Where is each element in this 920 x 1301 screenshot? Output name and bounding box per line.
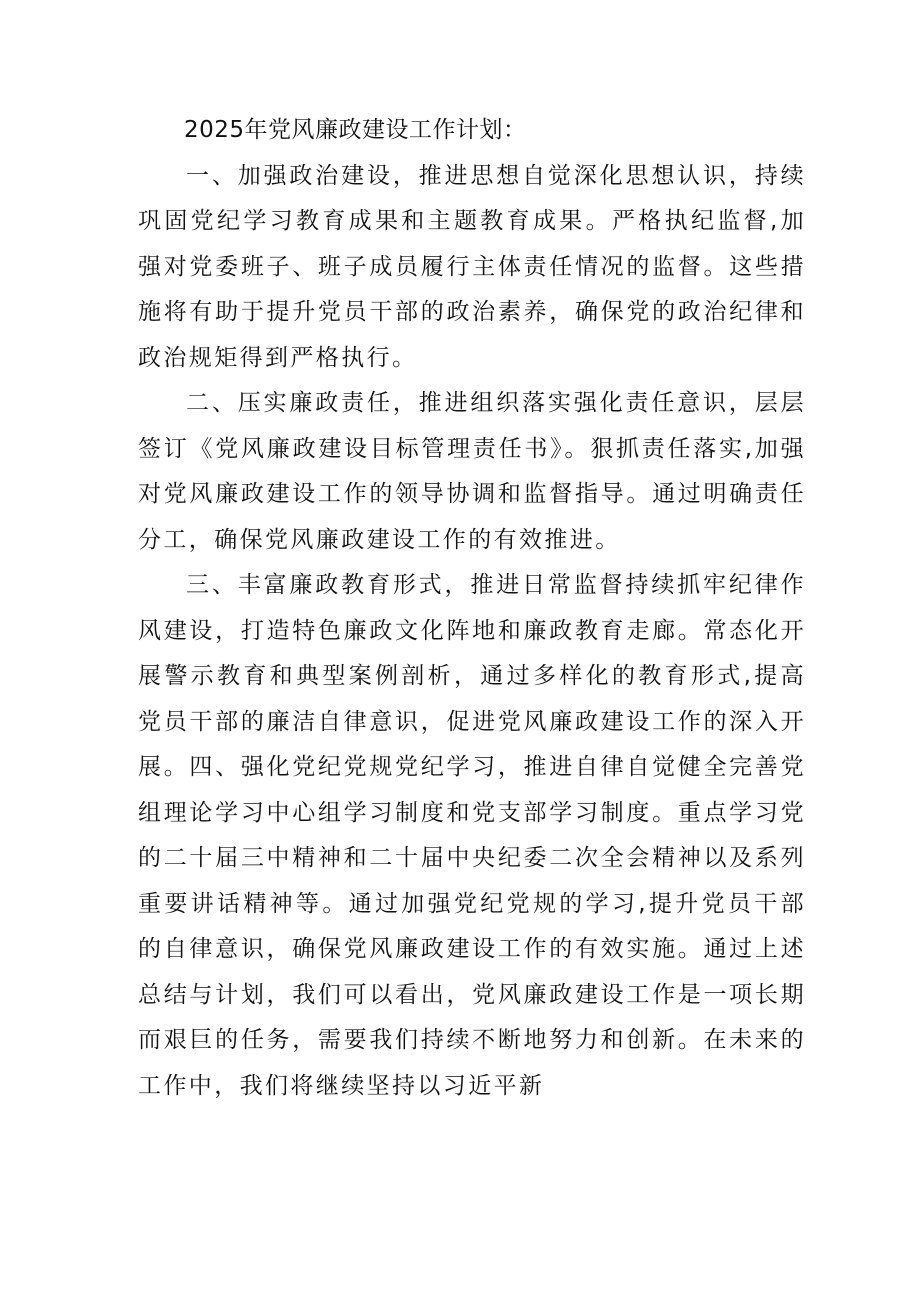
paragraph-integrity-education: 三、丰富廉政教育形式，推进日常监督持续抓牢纪律作风建设，打造特色廉政文化阵地和廉政教育走廊。常态化开展警示教育和典型案例剖析，通过多样化的教育形式,提高党员干部的廉洁自律意识，促进党风廉政建设工作的深入开展。四、强化党纪党规党纪学习，推进自律自觉健全完善党组理论学习中心组学习制度和党支部学习制度。重点学习党的二十届三中精神和二十届中央纪委二次全会精神以及系列重要讲话精神等。通过加强党纪党规的学习,提升党员干部的自律意识，确保党风廉政建设工作的有效实施。通过上述总结与计划，我们可以看出，党风廉政建设工作是一项长期而艰巨的任务，需要我们持续不断地努力和创新。在未来的工作中，我们将继续坚持以习近平新 <box>138 572 806 1099</box>
paragraph-integrity-responsibility: 二、压实廉政责任，推进组织落实强化责任意识，层层签订《党风廉政建设目标管理责任书》。狠抓责任落实,加强对党风廉政建设工作的领导协调和监督指导。通过明确责任分工，确保党风廉政建设工作的有效推进。 <box>138 390 806 553</box>
document-title: 2025年党风廉政建设工作计划： <box>184 117 527 143</box>
document-body <box>138 108 806 1109</box>
paragraph-political-construction: 一、加强政治建设，推进思想自觉深化思想认识，持续巩固党纪学习教育成果和主题教育成果。严格执纪监督,加强对党委班子、班子成员履行主体责任情况的监督。这些措施将有助于提升党员干部的政治素养，确保党的政治纪律和政治规矩得到严格执行。 <box>138 162 806 371</box>
